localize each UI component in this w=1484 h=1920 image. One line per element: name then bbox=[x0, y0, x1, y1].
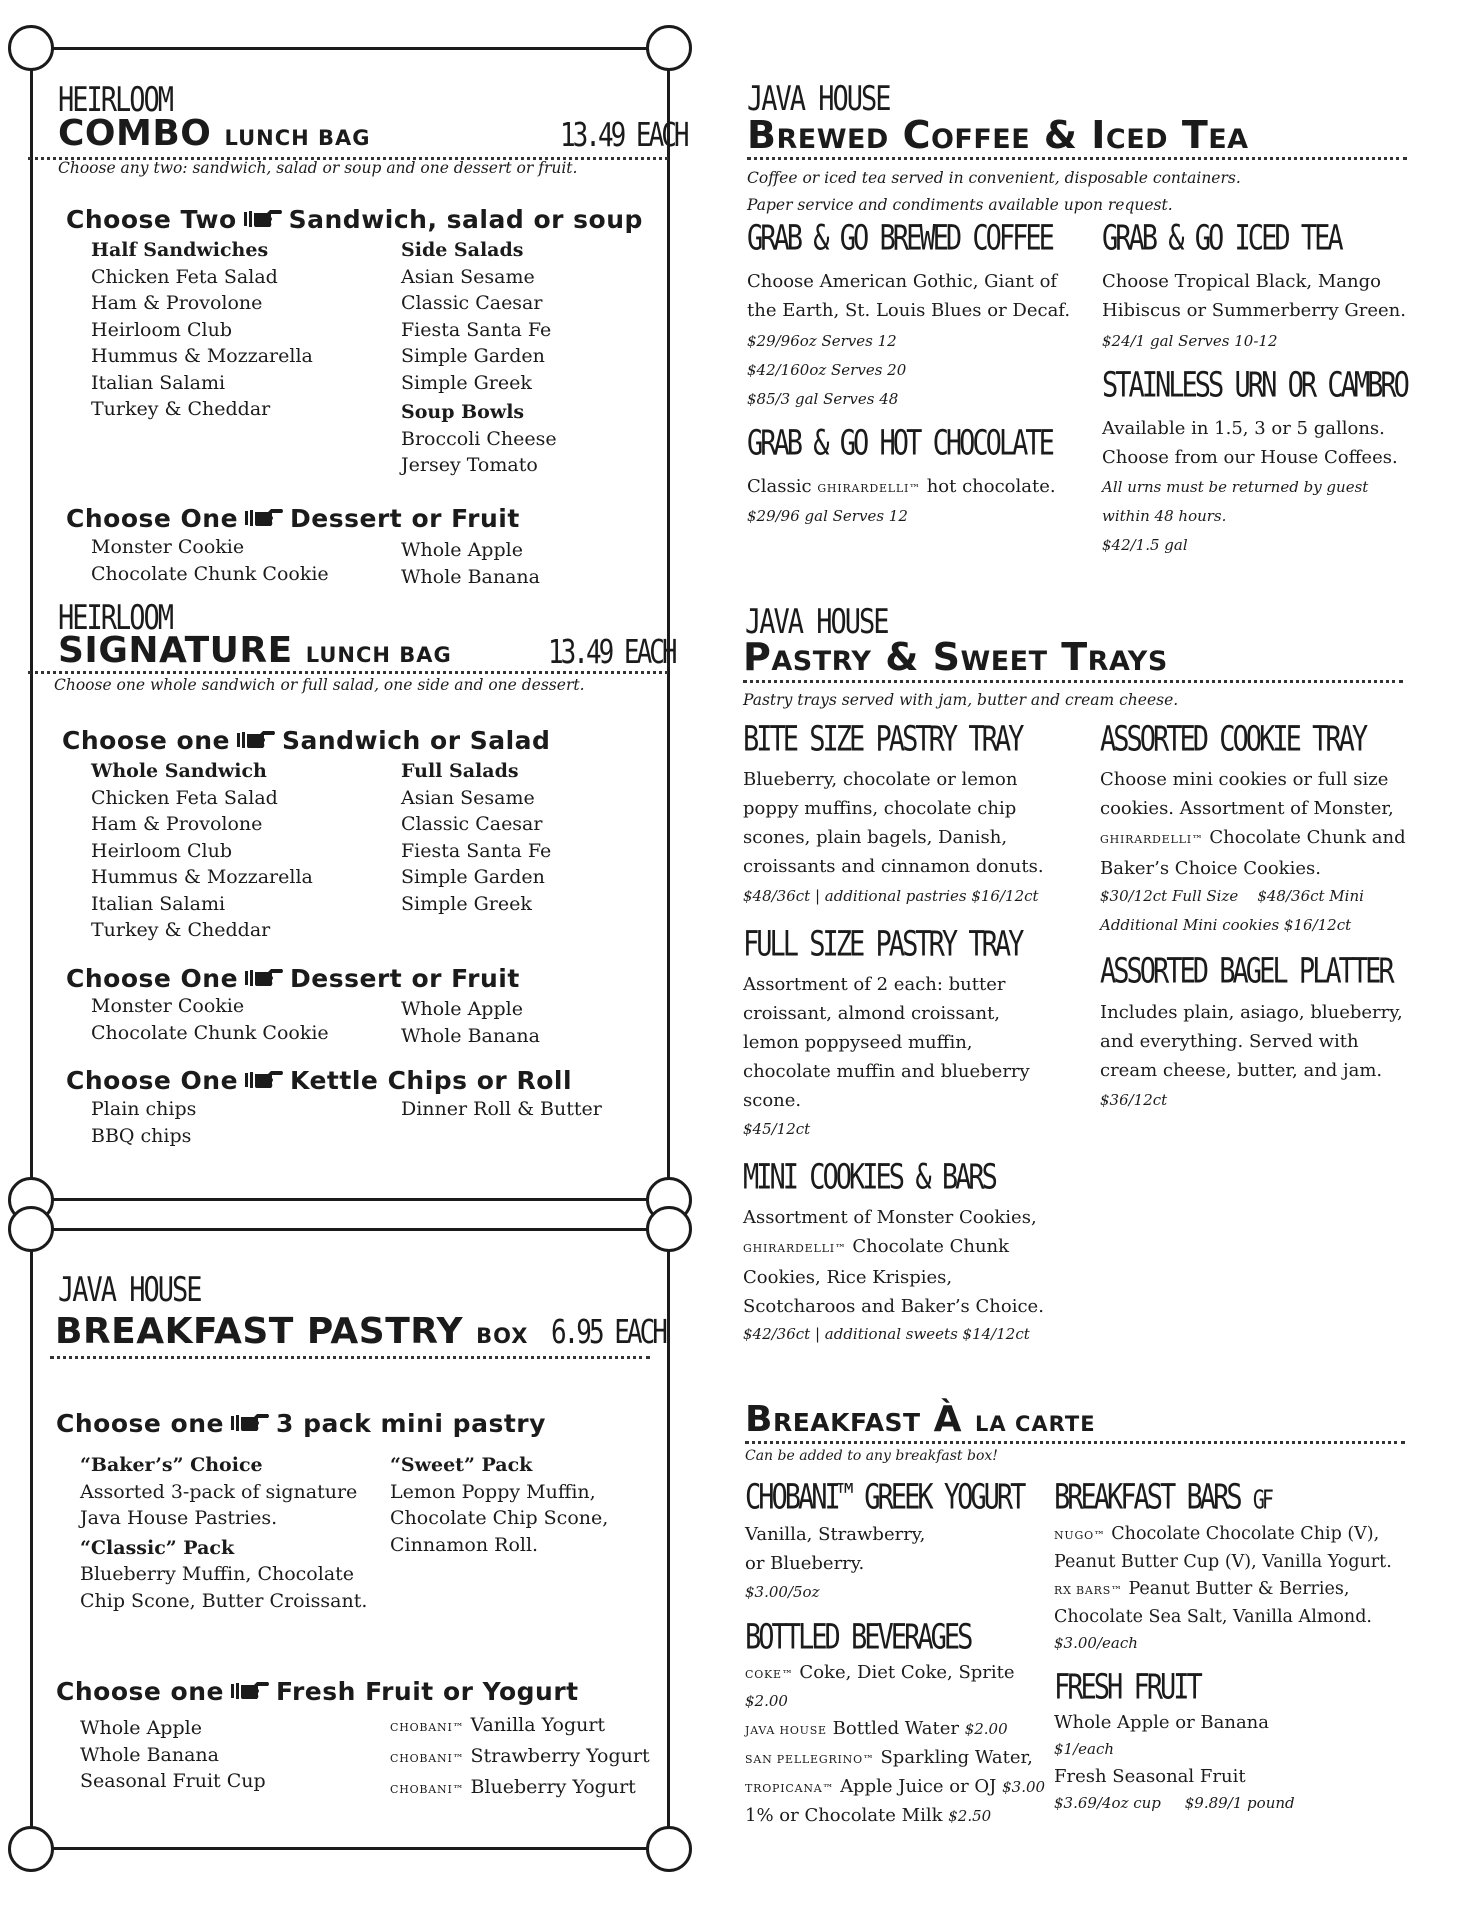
signature-title-main: SIGNATURE bbox=[58, 630, 293, 671]
subtitle-line: Coffee or iced tea served in convenient, disposable containers. bbox=[747, 169, 1241, 187]
combo-title-small: LUNCH BAG bbox=[224, 126, 371, 150]
list-item: Chicken Feta Salad bbox=[91, 265, 278, 288]
greek-yogurt-price: $3.00/5oz bbox=[745, 1583, 820, 1601]
desc-line: Scotcharoos and Baker’s Choice. bbox=[743, 1296, 1044, 1317]
combo-subtitle: Choose any two: sandwich, salad or soup and one dessert or fruit. bbox=[58, 159, 578, 177]
fruit-lead: Choose one bbox=[56, 1677, 224, 1706]
desc-line: scones, plain bagels, Danish, bbox=[743, 827, 1008, 848]
full-size-desc bbox=[743, 970, 1030, 1115]
desc-line: cream cheese, butter, and jam. bbox=[1100, 1060, 1383, 1081]
hot-chocolate-heading: GRAB & GO HOT CHOCOLATE bbox=[747, 423, 1052, 464]
list-item: Broccoli Cheese bbox=[401, 427, 557, 450]
list-item: CHOBANI™ Strawberry Yogurt bbox=[390, 1745, 650, 1767]
signature-dessert-right bbox=[401, 996, 540, 1049]
breakfast-box-title-small: BOX bbox=[476, 1324, 529, 1348]
signature-chips-right bbox=[401, 1096, 602, 1123]
dessert-lead: Choose One bbox=[66, 964, 239, 993]
signature-chips-left bbox=[91, 1096, 196, 1149]
greek-yogurt-desc bbox=[745, 1520, 925, 1578]
desc-line: Choose mini cookies or full size bbox=[1100, 769, 1389, 790]
choose-two-rest: Sandwich, salad or soup bbox=[288, 205, 643, 234]
half-sandwiches-list bbox=[91, 237, 313, 423]
list-item: Plain chips bbox=[91, 1098, 197, 1120]
list-item: BBQ chips bbox=[91, 1124, 192, 1147]
signature-title bbox=[58, 630, 452, 671]
bakers-choice-heading: “Baker’s” Choice bbox=[80, 1454, 263, 1476]
greek-yogurt-heading: CHOBANI™ GREEK YOGURT bbox=[745, 1477, 1024, 1518]
list-item: RX BARS™ Peanut Butter & Berries, bbox=[1054, 1579, 1350, 1599]
signature-choose-chips bbox=[66, 1068, 572, 1093]
desc-line: Assortment of 2 each: butter bbox=[743, 974, 1006, 995]
soup-bowls-heading: Soup Bowls bbox=[401, 401, 525, 423]
list-item: TROPICANA™ Apple Juice or OJ $3.00 bbox=[745, 1776, 1046, 1797]
pastry-title: Pastry & Sweet Trays bbox=[743, 635, 1168, 679]
list-item: Fiesta Santa Fe bbox=[401, 839, 552, 862]
combo-price: 13.49 EACH bbox=[560, 117, 687, 155]
breakfast-bars-heading: BREAKFAST BARS GF bbox=[1054, 1477, 1271, 1518]
desc-line: chocolate muffin and blueberry bbox=[743, 1061, 1030, 1082]
urn-desc bbox=[1102, 414, 1398, 472]
mini-lead: Choose one bbox=[56, 1409, 224, 1438]
desc-line: the Earth, St. Louis Blues or Decaf. bbox=[747, 300, 1071, 321]
list-item: Chocolate Chunk Cookie bbox=[91, 1021, 329, 1044]
list-item: Turkey & Cheddar bbox=[91, 919, 271, 941]
list-item: Seasonal Fruit Cup bbox=[80, 1770, 266, 1792]
half-sandwiches-heading: Half Sandwiches bbox=[91, 239, 269, 261]
signature-eyebrow: HEIRLOOM bbox=[58, 598, 173, 638]
list-item: Peanut Butter Cup (V), Vanilla Yogurt. bbox=[1054, 1552, 1392, 1572]
desc-line: Vanilla, Strawberry, bbox=[745, 1524, 926, 1545]
breakfast-box-title-main: BREAKFAST PASTRY bbox=[55, 1311, 464, 1352]
alacarte-title-small: LA CARTE bbox=[975, 1412, 1096, 1436]
full-salads-list bbox=[401, 758, 551, 917]
breakfast-fruit-left bbox=[80, 1715, 266, 1795]
combo-dessert-left bbox=[91, 534, 329, 587]
classic-pack-heading: “Classic” Pack bbox=[80, 1536, 235, 1559]
dessert-rest: Dessert or Fruit bbox=[290, 504, 520, 533]
desc-line: Baker’s Choice Cookies. bbox=[1100, 858, 1321, 879]
list-item: Italian Salami bbox=[91, 892, 226, 915]
subtitle-line: Paper service and condiments available upon request. bbox=[747, 196, 1173, 214]
sweet-pack-heading: “Sweet” Pack bbox=[390, 1454, 533, 1476]
list-item: SAN PELLEGRINO™ Sparkling Water, bbox=[745, 1747, 1033, 1768]
list-item: Chocolate Chip Scone, bbox=[390, 1507, 609, 1529]
list-item: Asian Sesame bbox=[401, 786, 535, 809]
bite-size-desc bbox=[743, 765, 1044, 881]
coffee-title: Brewed Coffee & Iced Tea bbox=[747, 113, 1249, 157]
list-item: Hummus & Mozzarella bbox=[91, 866, 313, 888]
price-line: $85/3 gal Serves 48 bbox=[747, 390, 899, 408]
list-item: Dinner Roll & Butter bbox=[401, 1098, 602, 1120]
bagel-platter-heading: ASSORTED BAGEL PLATTER bbox=[1100, 951, 1392, 992]
bakers-choice-pack bbox=[80, 1452, 367, 1614]
pastry-eyebrow: JAVA HOUSE bbox=[745, 602, 888, 642]
hot-chocolate-price: $29/96 gal Serves 12 bbox=[747, 507, 908, 525]
desc-line: Fresh Seasonal Fruit bbox=[1054, 1766, 1246, 1787]
list-item: Monster Cookie bbox=[91, 536, 245, 558]
list-item: Monster Cookie bbox=[91, 995, 245, 1017]
list-item: Simple Greek bbox=[401, 371, 532, 394]
dessert-lead: Choose One bbox=[66, 504, 239, 533]
bottled-beverages-heading: BOTTLED BEVERAGES bbox=[745, 1617, 971, 1658]
pointing-hand-icon bbox=[236, 729, 276, 751]
sweet-pack bbox=[390, 1452, 608, 1558]
list-item: Simple Garden bbox=[401, 345, 545, 367]
combo-choose-two bbox=[66, 207, 643, 232]
alacarte-title bbox=[745, 1399, 1096, 1440]
chips-lead: Choose One bbox=[66, 1066, 239, 1095]
bottled-beverages-list bbox=[745, 1659, 1045, 1830]
list-item: COKE™ Coke, Diet Coke, Sprite bbox=[745, 1662, 1015, 1683]
pointing-hand-icon bbox=[244, 967, 284, 989]
breakfast-box-title bbox=[55, 1311, 529, 1352]
cookie-tray-desc bbox=[1100, 765, 1406, 883]
coffee-subtitle bbox=[747, 165, 1241, 219]
list-item: Italian Salami bbox=[91, 371, 226, 394]
side-salads-list bbox=[401, 237, 557, 479]
note-line: All urns must be returned by guest bbox=[1102, 478, 1369, 496]
alacarte-subtitle: Can be added to any breakfast box! bbox=[745, 1448, 998, 1464]
desc-line: cookies. Assortment of Monster, bbox=[1100, 798, 1394, 819]
list-item: Turkey & Cheddar bbox=[91, 398, 271, 420]
list-item: Jersey Tomato bbox=[401, 454, 538, 476]
breakfast-choose-fruit bbox=[56, 1679, 579, 1704]
list-item: Whole Banana bbox=[401, 565, 540, 588]
bagel-platter-price: $36/12ct bbox=[1100, 1091, 1168, 1109]
mini-cookies-desc bbox=[743, 1203, 1044, 1321]
brewed-coffee-desc bbox=[747, 267, 1070, 325]
breakfast-box-eyebrow: JAVA HOUSE bbox=[58, 1270, 201, 1310]
list-item: CHOBANI™ Vanilla Yogurt bbox=[390, 1714, 606, 1736]
list-item: Chocolate Sea Salt, Vanilla Almond. bbox=[1054, 1607, 1372, 1627]
list-item: Whole Apple bbox=[401, 539, 523, 561]
combo-dessert-right bbox=[401, 537, 540, 590]
list-item: Heirloom Club bbox=[91, 318, 232, 341]
list-item: Lemon Poppy Muffin, bbox=[390, 1480, 596, 1503]
bite-size-heading: BITE SIZE PASTRY TRAY bbox=[743, 719, 1022, 760]
price-line: $30/12ct Full Size $48/36ct Mini bbox=[1100, 887, 1364, 905]
list-item: Fiesta Santa Fe bbox=[401, 318, 552, 341]
signature-dessert-left bbox=[91, 993, 329, 1046]
desc-line: and everything. Served with bbox=[1100, 1031, 1359, 1052]
combo-title-main: COMBO bbox=[58, 113, 212, 154]
cookie-tray-heading: ASSORTED COOKIE TRAY bbox=[1100, 719, 1366, 760]
list-item: Whole Banana bbox=[401, 1024, 540, 1047]
coffee-eyebrow: JAVA HOUSE bbox=[747, 79, 890, 119]
list-item: NUGO™ Chocolate Chocolate Chip (V), bbox=[1054, 1524, 1380, 1544]
list-item: $2.00 bbox=[745, 1692, 788, 1710]
desc-line: Hibiscus or Summerberry Green. bbox=[1102, 300, 1406, 321]
desc-line: poppy muffins, chocolate chip bbox=[743, 798, 1017, 819]
list-item: Assorted 3-pack of signature bbox=[80, 1480, 358, 1503]
list-item: Simple Garden bbox=[401, 866, 545, 888]
mini-cookies-heading: MINI COOKIES & BARS bbox=[743, 1157, 995, 1198]
list-item: Chip Scone, Butter Croissant. bbox=[80, 1589, 368, 1612]
iced-tea-price: $24/1 gal Serves 10-12 bbox=[1102, 332, 1278, 350]
desc-line: GHIRARDELLI™ Chocolate Chunk and bbox=[1100, 827, 1406, 848]
price-line: $3.69/4oz cup $9.89/1 pound bbox=[1054, 1794, 1295, 1812]
signature-choose-one bbox=[62, 728, 550, 753]
pointing-hand-icon bbox=[230, 1412, 270, 1434]
desc-line: Blueberry, chocolate or lemon bbox=[743, 769, 1018, 790]
side-salads-heading: Side Salads bbox=[401, 239, 524, 261]
desc-line: or Blueberry. bbox=[745, 1553, 865, 1574]
note-line: within 48 hours. bbox=[1102, 507, 1227, 525]
desc-line: Cookies, Rice Krispies, bbox=[743, 1267, 953, 1288]
list-item: Asian Sesame bbox=[401, 265, 535, 288]
breakfast-yogurt-right bbox=[390, 1711, 650, 1804]
desc-line: scone. bbox=[743, 1090, 802, 1111]
list-item: Java House Pastries. bbox=[80, 1507, 278, 1529]
note-line: $42/1.5 gal bbox=[1102, 536, 1188, 554]
desc-line: Whole Apple or Banana bbox=[1054, 1712, 1270, 1733]
desc-line: Assortment of Monster Cookies, bbox=[743, 1207, 1037, 1228]
desc-line: Available in 1.5, 3 or 5 gallons. bbox=[1102, 418, 1385, 439]
desc-line: Choose Tropical Black, Mango bbox=[1102, 271, 1381, 292]
full-size-heading: FULL SIZE PASTRY TRAY bbox=[743, 924, 1022, 965]
list-item: Whole Apple bbox=[401, 998, 523, 1020]
desc-line: croissant, almond croissant, bbox=[743, 1003, 1001, 1024]
list-item: JAVA HOUSE Bottled Water $2.00 bbox=[745, 1718, 1008, 1739]
brewed-coffee-heading: GRAB & GO BREWED COFFEE bbox=[747, 218, 1052, 259]
signature-price: 13.49 EACH bbox=[548, 634, 675, 672]
price-line: Additional Mini cookies $16/12ct bbox=[1100, 916, 1352, 934]
whole-sandwich-list bbox=[91, 758, 313, 944]
breakfast-bars-list bbox=[1054, 1521, 1392, 1631]
full-salads-heading: Full Salads bbox=[401, 760, 519, 782]
pointing-hand-icon bbox=[244, 507, 284, 529]
alacarte-title-main: Breakfast À bbox=[745, 1399, 962, 1440]
cookie-tray-prices bbox=[1100, 882, 1364, 940]
pastry-subtitle: Pastry trays served with jam, butter and cream cheese. bbox=[743, 691, 1179, 709]
bite-size-price: $48/36ct | additional pastries $16/12ct bbox=[743, 887, 1039, 905]
list-item: CHOBANI™ Blueberry Yogurt bbox=[390, 1776, 636, 1798]
full-size-price: $45/12ct bbox=[743, 1120, 811, 1138]
price-line: $42/160oz Serves 20 bbox=[747, 361, 907, 379]
dessert-rest: Dessert or Fruit bbox=[290, 964, 520, 993]
fresh-fruit-heading: FRESH FRUIT bbox=[1054, 1667, 1200, 1708]
list-item: Blueberry Muffin, Chocolate bbox=[80, 1563, 355, 1585]
urn-heading: STAINLESS URN OR CAMBRO bbox=[1102, 365, 1407, 406]
signature-subtitle: Choose one whole sandwich or full salad, one side and one dessert. bbox=[54, 676, 585, 694]
combo-eyebrow: HEIRLOOM bbox=[58, 80, 173, 120]
price-line: $1/each bbox=[1054, 1740, 1115, 1758]
breakfast-bars-price: $3.00/each bbox=[1054, 1634, 1138, 1652]
gluten-free-badge: GF bbox=[1252, 1483, 1271, 1515]
pointing-hand-icon bbox=[243, 208, 283, 230]
bagel-platter-desc bbox=[1100, 998, 1403, 1085]
desc-line: lemon poppyseed muffin, bbox=[743, 1032, 973, 1053]
list-item: Chocolate Chunk Cookie bbox=[91, 562, 329, 585]
urn-notes bbox=[1102, 473, 1368, 560]
combo-choose-dessert bbox=[66, 506, 520, 531]
list-item: Simple Greek bbox=[401, 892, 532, 915]
list-item: Classic Caesar bbox=[401, 292, 543, 314]
desc-line: Choose from our House Coffees. bbox=[1102, 447, 1398, 468]
list-item: Classic Caesar bbox=[401, 813, 543, 835]
fruit-rest: Fresh Fruit or Yogurt bbox=[275, 1677, 579, 1706]
mini-cookies-price: $42/36ct | additional sweets $14/12ct bbox=[743, 1325, 1030, 1343]
desc-line: croissants and cinnamon donuts. bbox=[743, 856, 1044, 877]
breakfast-choose-mini bbox=[56, 1411, 546, 1436]
desc-line: GHIRARDELLI™ Chocolate Chunk bbox=[743, 1236, 1010, 1257]
desc-line: Choose American Gothic, Giant of bbox=[747, 271, 1058, 292]
choose-one-lead: Choose one bbox=[62, 726, 230, 755]
desc-line: Includes plain, asiago, blueberry, bbox=[1100, 1002, 1403, 1023]
list-item: Ham & Provolone bbox=[91, 292, 263, 314]
choose-one-rest: Sandwich or Salad bbox=[281, 726, 551, 755]
pointing-hand-icon bbox=[244, 1069, 284, 1091]
list-item: Chicken Feta Salad bbox=[91, 786, 278, 809]
signature-choose-dessert bbox=[66, 966, 520, 991]
list-item: Cinnamon Roll. bbox=[390, 1533, 539, 1556]
list-item: Whole Apple bbox=[80, 1717, 202, 1739]
brewed-coffee-prices bbox=[747, 327, 906, 414]
iced-tea-desc bbox=[1102, 267, 1406, 325]
pointing-hand-icon bbox=[230, 1680, 270, 1702]
choose-two-lead: Choose Two bbox=[66, 205, 237, 234]
list-item: Hummus & Mozzarella bbox=[91, 345, 313, 367]
hot-chocolate-desc: Classic GHIRARDELLI™ hot chocolate. bbox=[747, 476, 1056, 497]
breakfast-box-price: 6.95 EACH bbox=[551, 1314, 665, 1352]
fresh-fruit-desc bbox=[1054, 1709, 1295, 1817]
whole-sandwich-heading: Whole Sandwich bbox=[91, 760, 267, 782]
iced-tea-heading: GRAB & GO ICED TEA bbox=[1102, 218, 1341, 259]
price-line: $29/96oz Serves 12 bbox=[747, 332, 897, 350]
list-item: Heirloom Club bbox=[91, 839, 232, 862]
list-item: Whole Banana bbox=[80, 1743, 219, 1766]
combo-title bbox=[58, 113, 371, 154]
signature-title-small: LUNCH BAG bbox=[305, 643, 452, 667]
chips-rest: Kettle Chips or Roll bbox=[290, 1066, 573, 1095]
list-item: 1% or Chocolate Milk $2.50 bbox=[745, 1805, 992, 1826]
list-item: Ham & Provolone bbox=[91, 813, 263, 835]
mini-rest: 3 pack mini pastry bbox=[275, 1409, 546, 1438]
